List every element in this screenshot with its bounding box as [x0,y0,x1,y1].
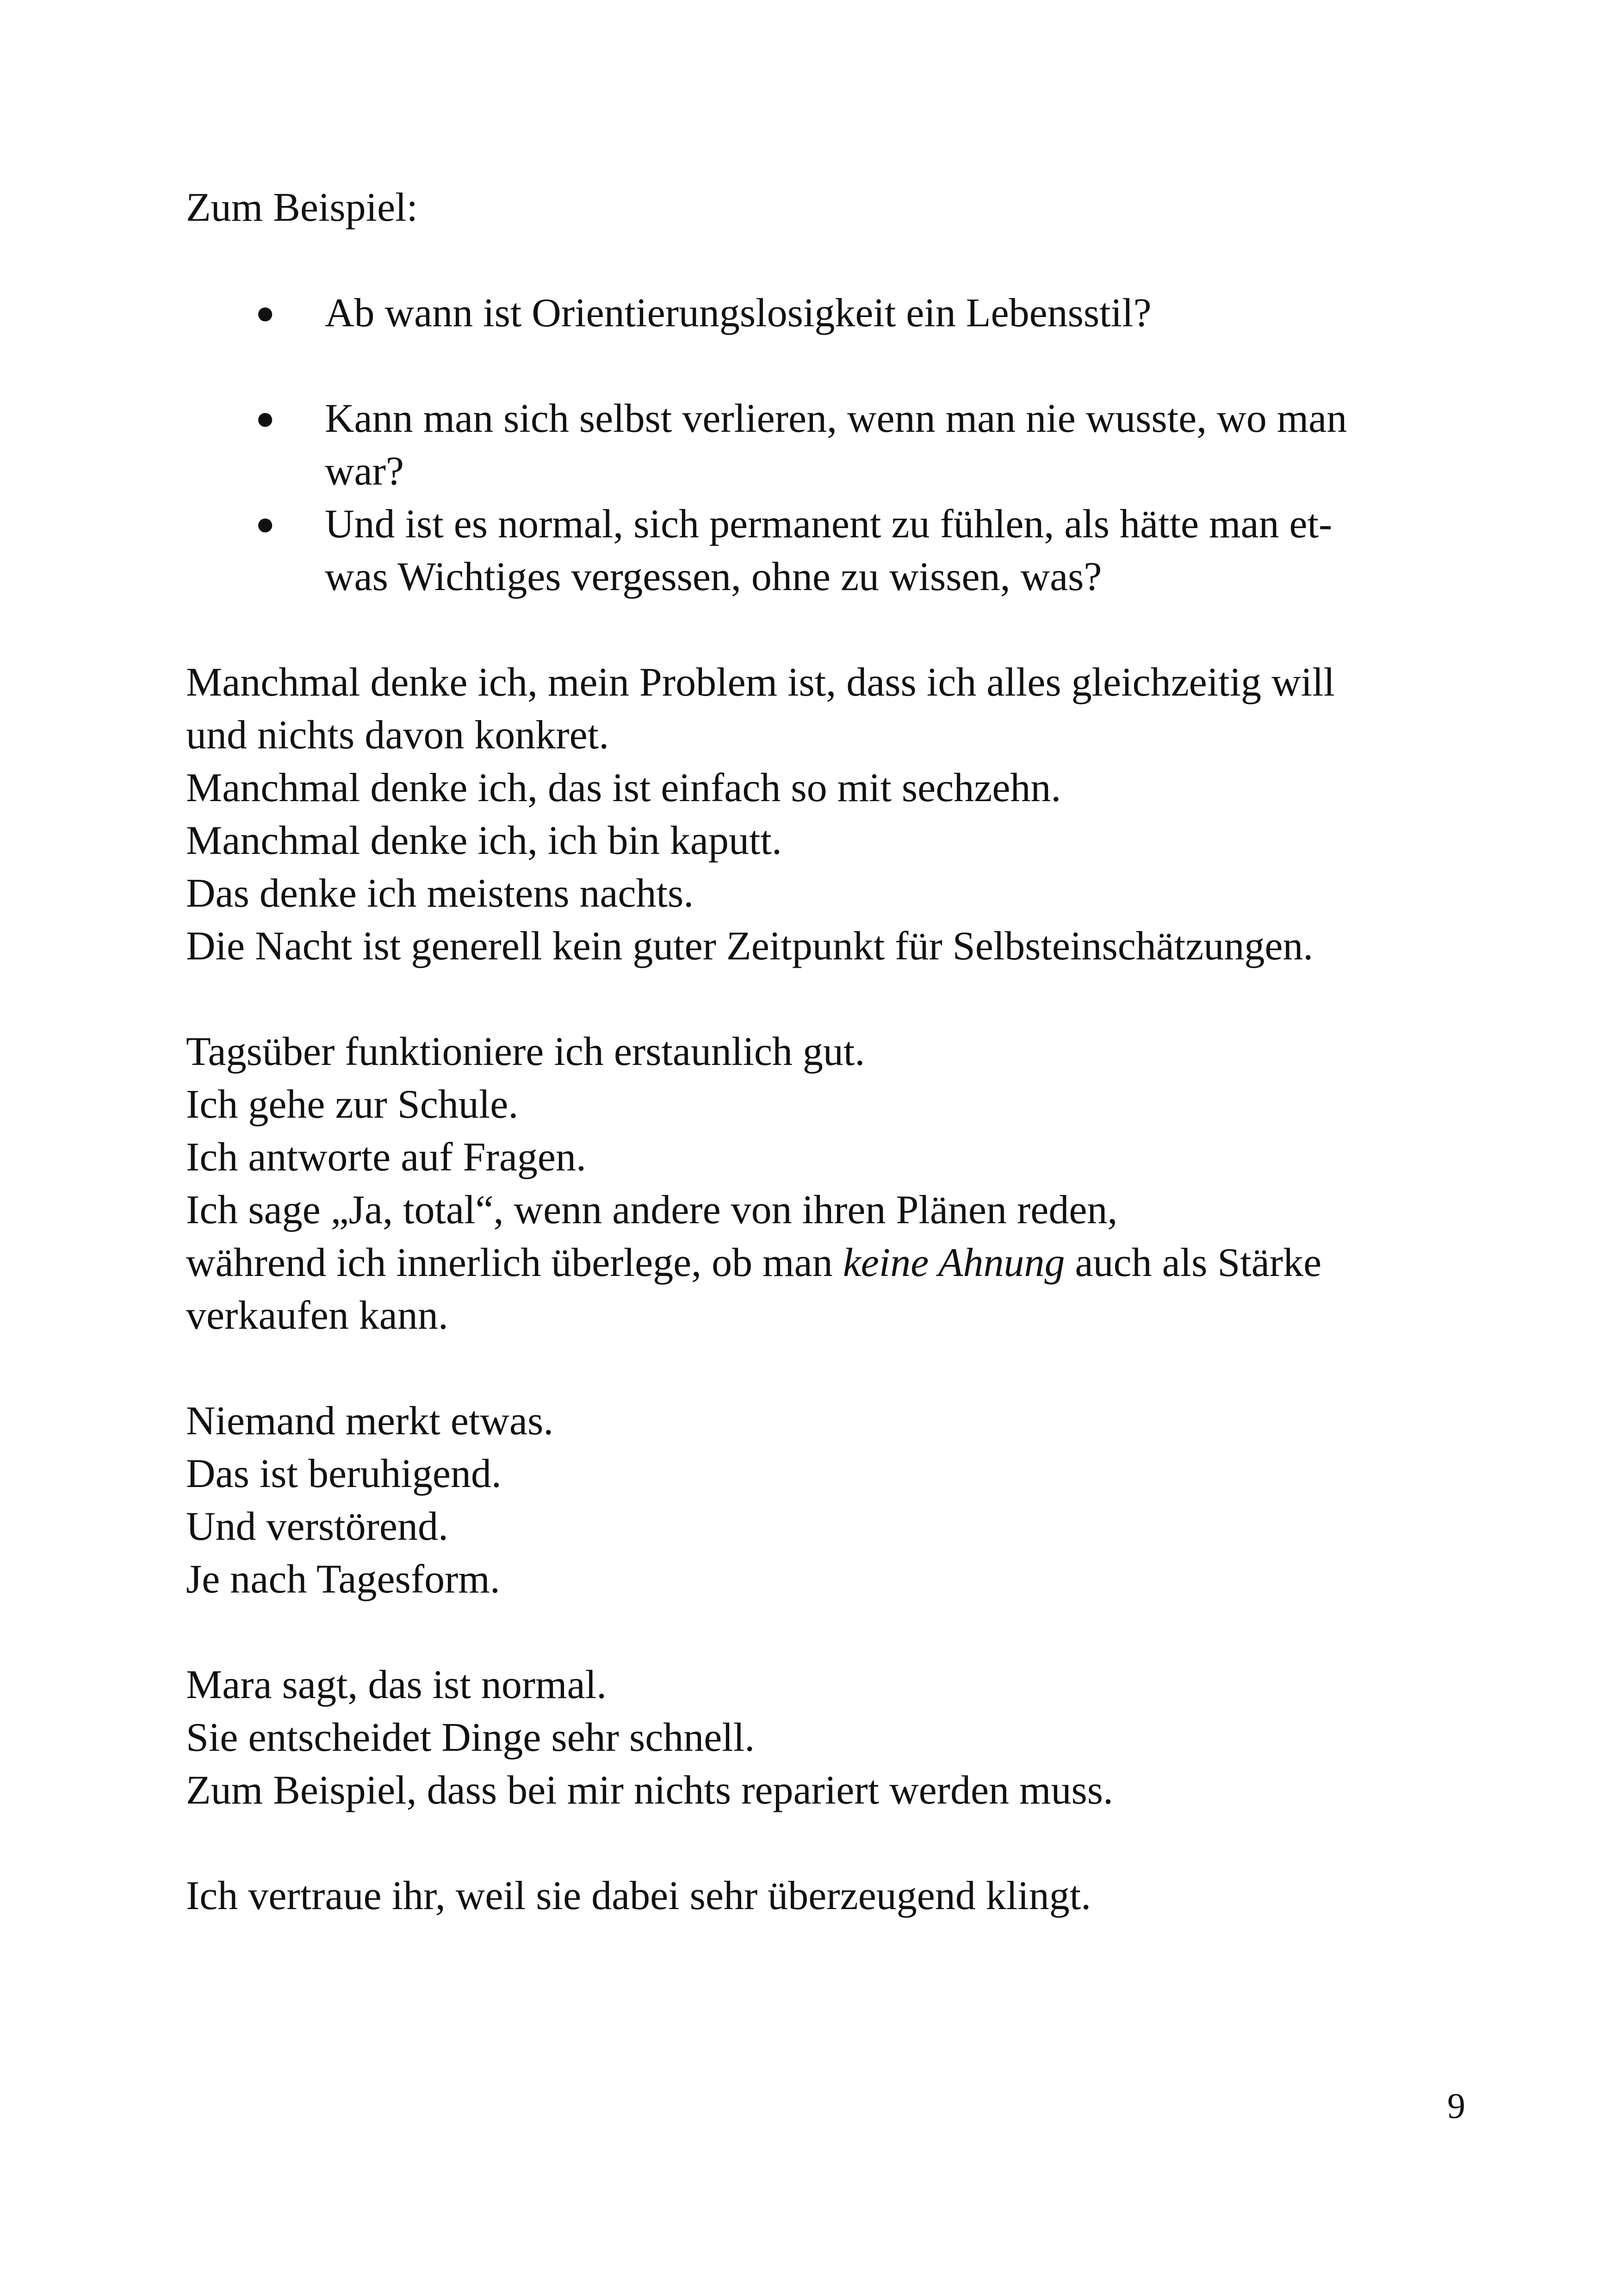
text-line: Ich sage „Ja, total“, wenn andere von ihren Plänen reden, [186,1188,1118,1232]
paragraph-5 [186,1870,1463,1923]
text-line: Und verstörend. [186,1504,448,1549]
paragraph-4 [186,1659,1463,1817]
spacer [186,604,1463,656]
spacer [186,340,1463,392]
bullet-line: Ab wann ist Orientierungslosigkeit ein Lebensstil? [325,291,1152,336]
text-line: Manchmal denke ich, ich bin kaputt. [186,818,782,863]
text-line: Mara sagt, das ist normal. [186,1662,607,1707]
page-content [186,181,1463,1923]
paragraph-2 [186,1026,1463,1342]
text-line: Zum Beispiel, dass bei mir nichts repariert werden muss. [186,1768,1113,1813]
bullet-dot-icon: ● [255,506,275,542]
text-segment: während ich innerlich überlege, ob man [186,1240,843,1285]
bullet-list [186,287,1463,604]
text-line: Ich antworte auf Fragen. [186,1135,586,1180]
text-line-with-emphasis [186,1237,1463,1289]
bullet-line: was Wichtiges vergessen, ohne zu wissen, was? [325,554,1102,599]
text-line: Je nach Tagesform. [186,1557,500,1602]
spacer [186,1606,1463,1659]
text-line: Manchmal denke ich, das ist einfach so mit sechzehn. [186,765,1061,810]
text-line: Manchmal denke ich, mein Problem ist, dass ich alles gleichzeitig will [186,660,1335,705]
bullet-text [325,392,1463,498]
spacer [186,234,1463,287]
text-line: Das denke ich meistens nachts. [186,871,694,916]
text-segment: auch als Stärke [1065,1240,1322,1285]
bullet-line: war? [325,449,404,494]
text-line: Das ist beruhigend. [186,1451,502,1496]
spacer [186,1817,1463,1870]
bullet-dot-icon: ● [255,401,275,436]
text-line: Ich vertraue ihr, weil sie dabei sehr überzeugend klingt. [186,1873,1091,1918]
bullet-dot-icon: ● [255,295,275,331]
text-line: Niemand merkt etwas. [186,1399,554,1444]
bullet-item-2 [186,392,1463,498]
text-line: Tagsüber funktioniere ich erstaunlich gut. [186,1029,865,1074]
spacer [186,1342,1463,1395]
bullet-text [325,498,1463,604]
intro-text: Zum Beispiel: [186,185,418,230]
emphasized-text: keine Ahnung [843,1240,1065,1285]
text-line: Sie entscheidet Dinge sehr schnell. [186,1715,755,1760]
bullet-item-1 [186,287,1463,340]
spacer [186,973,1463,1026]
page-number: 9 [1447,2085,1465,2126]
text-line: und nichts davon konkret. [186,713,609,758]
paragraph-3 [186,1395,1463,1606]
bullet-text [325,287,1463,340]
paragraph-1 [186,656,1463,973]
bullet-item-3 [186,498,1463,604]
bullet-line: Und ist es normal, sich permanent zu fühlen, als hätte man et- [325,502,1333,547]
text-line: Die Nacht ist generell kein guter Zeitpunkt für Selbsteinschätzungen. [186,924,1314,969]
text-line: Ich gehe zur Schule. [186,1082,519,1127]
text-line: verkaufen kann. [186,1293,448,1338]
bullet-line: Kann man sich selbst verlieren, wenn man nie wusste, wo man [325,396,1347,441]
